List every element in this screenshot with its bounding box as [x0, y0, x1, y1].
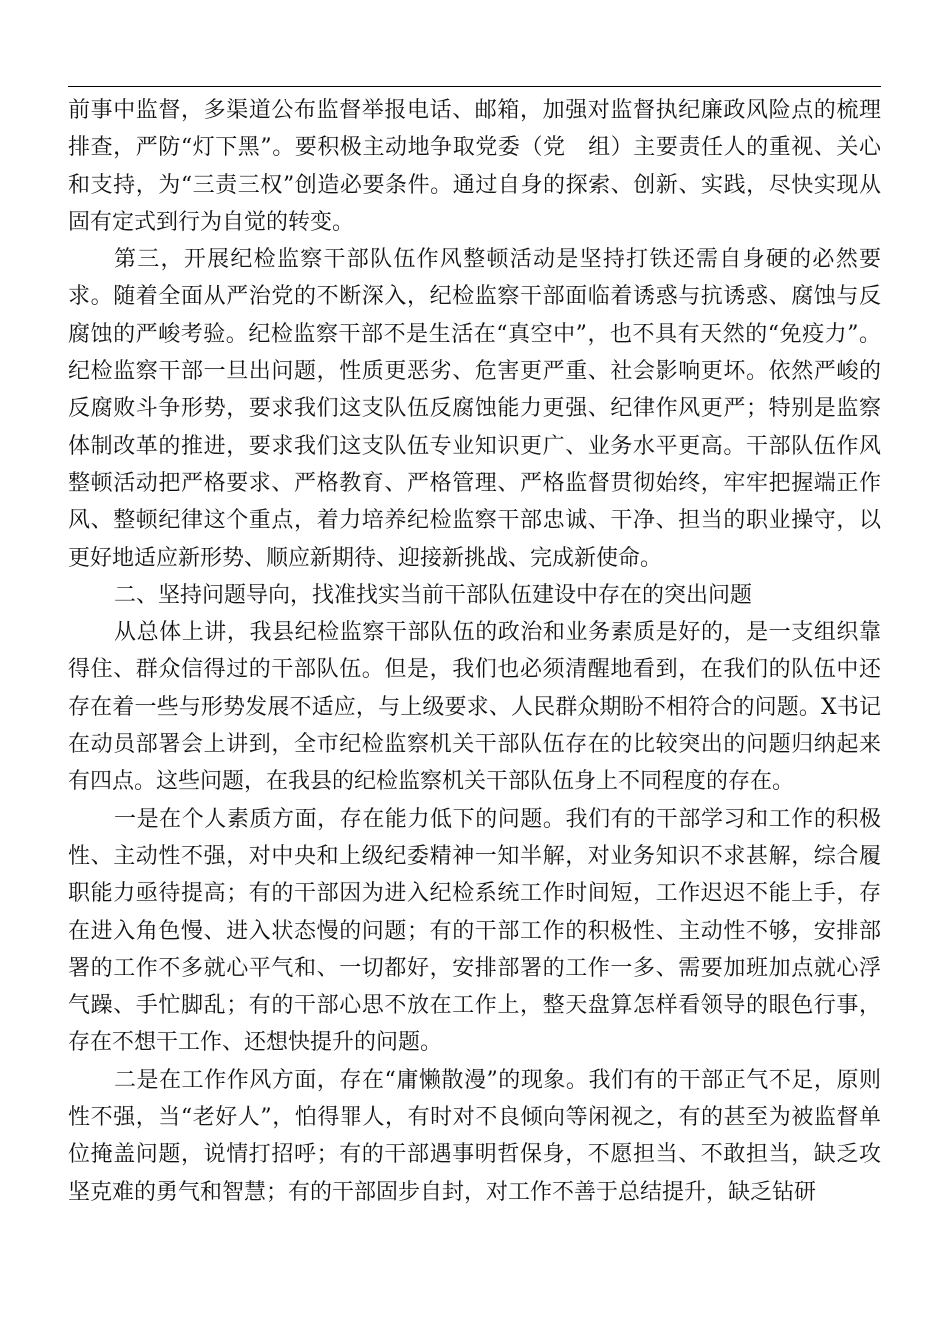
paragraph-personal-quality: 一是在个人素质方面，存在能力低下的问题。我们有的干部学习和工作的积极性、主动性不强，对中央和上级纪委精神一知半解，对业务知识不求甚解，综合履职能力亟待提高；有的干部因为进入纪检系统工作时间短，工作迟迟不能上手，存在进入角色慢、进入状态慢的问题；有的干部工作的积极性、主动性不够，安排部署的工作不多就心平气和、一切都好，安排部署的工作一多、需要加班加点就心浮气躁、手忙脚乱；有的干部心思不放在工作上，整天盘算怎样看领导的眼色行事，存在不想干工作、还想快提升的问题。: [68, 806, 881, 1056]
section-heading-2: 二、坚持问题导向，找准找实当前干部队伍建设中存在的突出问题: [114, 582, 753, 608]
paragraph-overall-assessment: 从总体上讲，我县纪检监察干部队伍的政治和业务素质是好的，是一支组织靠得住、群众信得过的干部队伍。但是，我们也必须清醒地看到，在我们的队伍中还存在着一些与形势发展不适应，与上级要求、人民群众期盼不相符合的问题。X书记在动员部署会上讲到，全市纪检监察机关干部队伍存在的比较突出的问题归纳起来有四点。这些问题，在我县的纪检监察机关干部队伍身上不同程度的存在。: [68, 620, 881, 795]
document-body: [68, 92, 881, 1211]
paragraph-continuation: 前事中监督，多渠道公布监督举报电话、邮箱，加强对监督执纪廉政风险点的梳理排查，严防“灯下黑”。要积极主动地争取党委（党 组）主要责任人的重视、关心和支持，为“三责三权”创造必要条件。通过自身的探索、创新、实践，尽快实现从固有定式到行为自觉的转变。: [68, 98, 881, 235]
paragraph-third-requirement: 第三，开展纪检监察干部队伍作风整顿活动是坚持打铁还需自身硬的必然要求。随着全面从严治党的不断深入，纪检监察干部面临着诱惑与抗诱惑、腐蚀与反腐蚀的严峻考验。纪检监察干部不是生活在“真空中”，也不具有天然的“免疫力”。纪检监察干部一旦出问题，性质更恶劣、危害更严重、社会影响更坏。依然严峻的反腐败斗争形势，要求我们这支队伍反腐蚀能力更强、纪律作风更严；特别是监察体制改革的推进，要求我们这支队伍专业知识更广、业务水平更高。干部队伍作风整顿活动把严格要求、严格教育、严格管理、严格监督贯彻始终，牢牢把握端正作风、整顿纪律这个重点，着力培养纪检监察干部忠诚、干净、担当的职业操守，以更好地适应新形势、顺应新期待、迎接新挑战、完成新使命。: [68, 247, 881, 571]
header-rule: [68, 86, 881, 87]
paragraph-work-style: 二是在工作作风方面，存在“庸懒散漫”的现象。我们有的干部正气不足，原则性不强，当“老好人”，怕得罪人，有时对不良倾向等闲视之，有的甚至为被监督单位掩盖问题，说情打招呼；有的干部遇事明哲保身，不愿担当、不敢担当，缺乏攻坚克难的勇气和智慧；有的干部固步自封，对工作不善于总结提升，缺乏钻研: [68, 1067, 881, 1205]
